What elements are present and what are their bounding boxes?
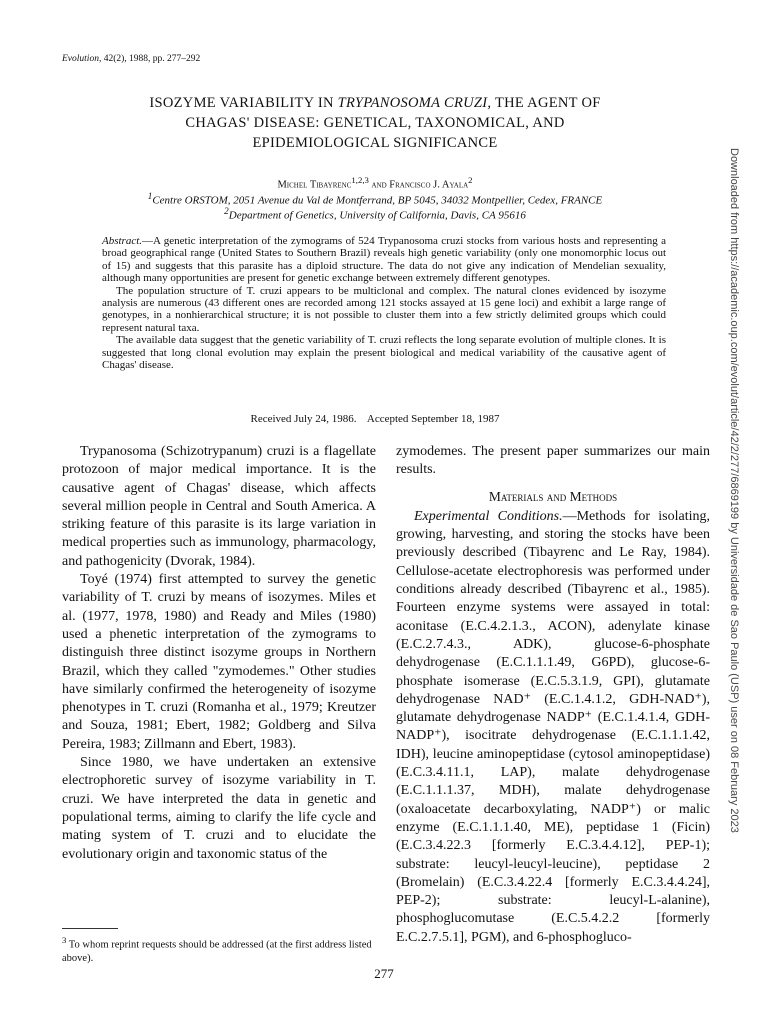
download-banner: Downloaded from https://academic.oup.com/evolut/article/42/2/277/6869199 by Universidade de Sao Paulo (USP) user on 08 February 2023 <box>728 148 740 833</box>
affiliation-1 <box>60 191 690 207</box>
title-line-1 <box>60 93 690 113</box>
author-1: Michel Tibayrenc <box>277 179 352 191</box>
affiliation-1-sup: 1 <box>147 191 153 201</box>
title-line-2: CHAGAS' DISEASE: GENETICAL, TAXONOMICAL, AND <box>185 115 565 131</box>
right-column <box>396 443 710 947</box>
abstract-paragraph-1 <box>102 235 666 285</box>
affiliation-2-sup: 2 <box>224 206 229 216</box>
footnote-rule <box>62 928 118 929</box>
footnote-text: To whom reprint requests should be addressed (at the first address listed above). <box>62 939 372 964</box>
abstract-paragraph-2: The population structure of T. cruzi appears to be multiclonal and complex. The natural clones evidenced by isozyme analysis are numerous (43 different ones are recorded among 121 stocks assayed at 15 gene loci) and exhibit a large range of genotypes, in a nonhierarchical structure; it is not possible to cluster them into a few strictly delimited groups which could represent natural taxa. <box>102 284 666 334</box>
affiliation-2 <box>60 206 690 222</box>
footnote <box>62 934 376 965</box>
abstract-label: Abstract. <box>102 235 143 247</box>
title-species: TRYPANOSOMA CRUZI, <box>337 95 492 111</box>
author-conjunction: and <box>368 179 390 191</box>
title-line-3: EPIDEMIOLOGICAL SIGNIFICANCE <box>252 135 498 151</box>
journal-name: Evolution, <box>62 54 102 64</box>
right-paragraph-2 <box>396 508 710 947</box>
received-dates: Received July 24, 1986. Accepted September 18, 1987 <box>250 413 500 425</box>
section-heading: Materials and Methods <box>488 488 618 504</box>
title-text-a: ISOZYME VARIABILITY IN <box>149 95 338 111</box>
author-2: Francisco J. Ayala <box>389 179 469 191</box>
author-line <box>60 175 690 191</box>
footnote-sup: 3 <box>62 935 67 945</box>
page-number: 277 <box>374 966 394 981</box>
author-2-sup: 2 <box>468 175 473 185</box>
right-paragraph-2-text: —Methods for isolating, growing, harvesting, and storing the stocks have been previously described (Tibayrenc and Le Ray, 1984). Cellulose-acetate electrophoresis was performed under conditions already described (Tibayrenc et al., 1985). Fourteen enzyme systems were assayed in total: aconitase (E.C.4.2.1.3., ACON), adenylate kinase (E.C.2.7.4.3., ADK), glucose-6-phosphate dehydrogenase (E.C.1.1.1.49, G6PD), glucose-6-phosphate isomerase (E.C.5.3.1.9, GPI), glutamate dehydrogenase NAD⁺ (E.C.1.4.1.2, GDH-NAD⁺), glutamate dehydrogenase NADP⁺ (E.C.1.4.1.4, GDH-NADP⁺), isocitrate dehydrogenase (E.C.1.1.1.42, IDH), leucine aminopeptidase (cytosol aminopeptidase) (E.C.3.4.11.1, LAP), malate dehydrogenase (E.C.1.1.1.37, MDH), malate dehydrogenase (oxaloacetate decarboxylating, NADP⁺) or malic enzyme (E.C.1.1.1.40, ME), peptidase 1 (Ficin) (E.C.3.4.22.3 [formerly E.C.3.4.4.12], PEP-1); substrate: leucyl-leucyl-leucine), peptidase 2 (Bromelain) (E.C.3.4.22.4 [formerly E.C.3.4.4.24], PEP-2); substrate: leucyl-L-alanine), phosphoglucomutase (E.C.5.4.2.2 [formerly E.C.2.7.5.1], PGM), and 6-phosphogluco- <box>396 508 710 945</box>
affiliation-2-text: Department of Genetics, University of California, Davis, CA 95616 <box>228 209 526 222</box>
journal-citation <box>62 54 200 64</box>
left-paragraph-3: Since 1980, we have undertaken an extensive electrophoretic survey of isozyme variability in T. cruzi. We have interpreted the data in genetic and populational terms, aiming to clarify the life cycle and mating system of T. cruzi and to elucidate the evolutionary origin and taxonomic status of the <box>62 755 376 862</box>
author-1-sup: 1,2,3 <box>351 175 369 185</box>
subsection-lead: Experimental Conditions. <box>414 508 563 524</box>
abstract <box>102 235 666 371</box>
article-title <box>60 93 690 153</box>
journal-volume: 42(2), 1988, pp. 277–292 <box>101 54 201 64</box>
left-paragraph-1: Trypanosoma (Schizotrypanum) cruzi is a flagellate protozoon of major medical importance. It is the causative agent of Chagas' disease, which affects several million people in Central and South America. A striking feature of this parasite is its large variation in medical properties such as immunology, pharmacology, and pathogenicity (Dvorak, 1984). <box>62 444 376 569</box>
abstract-paragraph-3: The available data suggest that the genetic variability of T. cruzi reflects the long separate evolution of multiple clones. It is suggested that long clonal evolution may explain the present biological and medical variability of the causative agent of Chagas' disease. <box>102 334 666 372</box>
title-text-b: THE AGENT OF <box>491 95 601 111</box>
affiliation-1-text: Centre ORSTOM, 2051 Avenue du Val de Montferrand, BP 5045, 34032 Montpellier, Cedex, FRANCE <box>152 194 603 207</box>
right-paragraph-1: zymodemes. The present paper summarizes our main results. <box>396 444 710 478</box>
left-column <box>62 443 376 864</box>
abstract-p1-text: —A genetic interpretation of the zymograms of 524 Trypanosoma cruzi stocks from various hosts and representing a broad geographical range (United States to Southern Brazil) reveals high genetic variability (only one monomorphic locus out of 15) and suggests that this parasite has a diploid structure. The data do not give any indication of Mendelian sexuality, although many opportunities are present for genetic exchange between extremely different genotypes. <box>102 235 666 285</box>
left-paragraph-2: Toyé (1974) first attempted to survey the genetic variability of T. cruzi by means of isozymes. Miles et al. (1977, 1978, 1980) and Ready and Miles (1980) used a phenetic interpretation of the zymograms to distinguish three distinct isozyme groups in Northern Brazil, which they called "zymodemes." Other studies have similarly confirmed the heterogeneity of isozyme phenotypes in T. cruzi (Romanha et al., 1979; Kreutzer and Souza, 1981; Ebert, 1982; Goldberg and Silva Pereira, 1983; Zillmann and Ebert, 1983). <box>62 572 376 752</box>
